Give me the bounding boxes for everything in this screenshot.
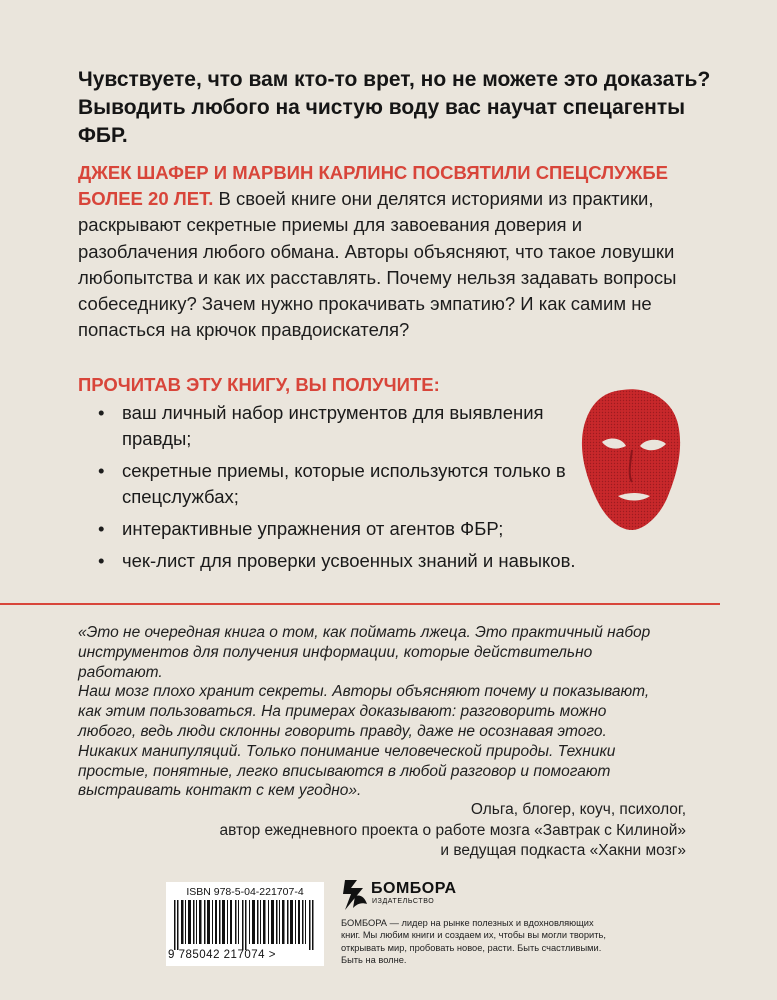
barcode-digits: 9 785042 217074 > [168, 949, 276, 961]
barcode-bars [174, 900, 316, 950]
benefit-item: • интерактивные упражнения от агентов ФБР; [98, 516, 578, 542]
intro-paragraph [78, 160, 698, 343]
quote-line: простые, понятные, легко вписываются в любой разговор и помогают [78, 762, 611, 780]
attribution-line: и ведущая подкаста «Хакни мозг» [440, 842, 686, 859]
lead-paragraph: Чувствуете, что вам кто-то врет, но не можете это доказать? Выводить любого на чистую воду вас научат спецагенты ФБР. [78, 68, 711, 147]
quote-line: выстраивать контакт с кем угодно». [78, 782, 362, 800]
publisher-description: БОМБОРА — лидер на рынке полезных и вдохновляющих книг. Мы любим книги и создаем их, чтобы вы могли творить, открывать мир, пробовать новое, расти. Быть счастливыми. Быть на волне. [341, 918, 606, 966]
review-quote [78, 623, 718, 801]
publisher-subtitle: ИЗДАТЕЛЬСТВО [372, 898, 435, 905]
quote-line: любого, ведь люди склонны говорить правду, даже не осознавая этого. [78, 722, 607, 740]
quote-line: Никаких манипуляций. Только понимание человеческой природы. Техники [78, 742, 616, 760]
bombora-wave-icon [341, 876, 369, 912]
publisher-logo [341, 876, 481, 914]
intro-accent-text: ДЖЕК ШАФЕР И МАРВИН КАРЛИНС ПОСВЯТИЛИ СПЕЦСЛУЖБЕ БОЛЕЕ 20 ЛЕТ. [78, 162, 668, 210]
quote-line: «Это не очередная книга о том, как поймать лжеца. Это практичный набор [78, 624, 651, 641]
quote-line: Наш мозг плохо хранит секреты. Авторы объясняют почему и показывают, [78, 683, 650, 701]
barcode [166, 882, 324, 966]
quote-line: инструментов для получения информации, которые действительно [78, 643, 593, 661]
attribution-line: автор ежедневного проекта о работе мозга «Завтрак с Килиной» [219, 821, 686, 839]
quote-attribution [78, 800, 686, 862]
isbn-label: ISBN 978-5-04-221707-4 [186, 886, 304, 898]
benefit-item: • ваш личный набор инструментов для выявления правды; [98, 400, 578, 452]
benefits-heading: ПРОЧИТАВ ЭТУ КНИГУ, ВЫ ПОЛУЧИТЕ: [78, 374, 440, 395]
red-mask-illustration [574, 384, 684, 534]
benefits-list [98, 400, 578, 580]
publisher-name: БОМБОРА [371, 880, 457, 897]
section-divider [0, 603, 720, 605]
quote-line: как этим пользоваться. На примерах доказывают: разговорить можно [78, 703, 607, 721]
benefit-item: • чек-лист для проверки усвоенных знаний и навыков. [98, 548, 578, 574]
quote-line: работают. [78, 663, 163, 681]
intro-body-text: В своей книге они делятся историями из практики, раскрывают секретные приемы для завоевания доверия и разоблачения любого обмана. Авторы объясняют, что такое ловушки любопытства и как их расставлять. Почему нельзя задавать вопросы собеседнику? Зачем нужно прокачивать эмпатию? И как самим не попасться на крючок правдоискателя? [78, 188, 677, 341]
attribution-line: Ольга, блогер, коуч, психолог, [470, 801, 686, 818]
benefit-item: • секретные приемы, которые используются только в спецслужбах; [98, 458, 578, 510]
